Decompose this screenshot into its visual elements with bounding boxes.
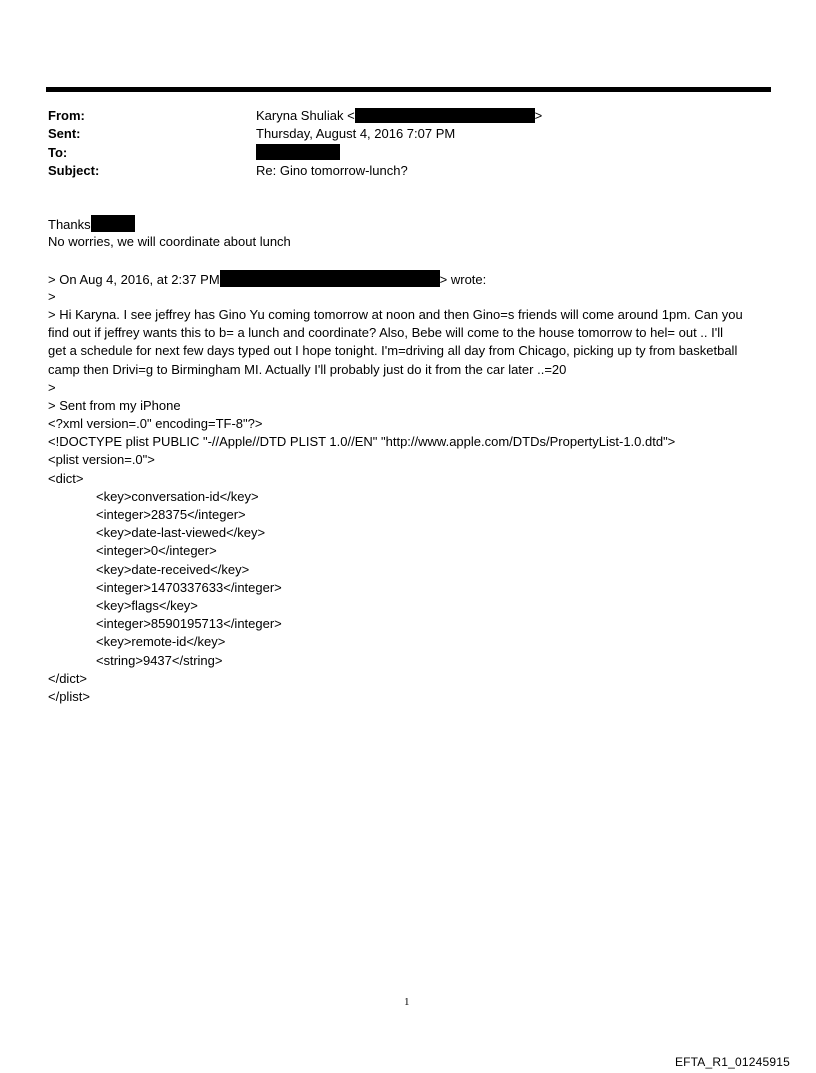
plist-line: <dict> <box>48 470 84 486</box>
plist-entry: <integer>8590195713</integer> <box>96 616 282 632</box>
from-name: Karyna Shuliak <box>256 108 344 123</box>
quote-line: camp then Drivi=g to Birmingham MI. Actually I'll probably just do it from the car later ..=20 <box>48 361 567 377</box>
quote-header: > On Aug 4, 2016, at 2:37 PM > wrote: <box>48 271 487 287</box>
plist-line: <?xml version=.0" encoding=TF-8"?> <box>48 416 263 432</box>
plist-entry: <string>9437</string> <box>96 652 223 668</box>
plist-line: </plist> <box>48 688 90 704</box>
plist-entry: <integer>0</integer> <box>96 543 217 559</box>
page-number: 1 <box>404 996 410 1008</box>
message-body <box>48 215 773 706</box>
body-line: No worries, we will coordinate about lunch <box>48 234 291 250</box>
quote-line: > <box>48 379 56 395</box>
subject-value: Re: Gino tomorrow-lunch? <box>256 163 408 178</box>
header-rule <box>46 87 771 92</box>
plist-entry: <integer>28375</integer> <box>96 507 246 522</box>
from-value: Karyna Shuliak < > <box>256 108 543 123</box>
plist-entry: <key>date-last-viewed</key> <box>96 525 266 541</box>
redaction-block <box>355 108 535 123</box>
redaction-block <box>220 270 440 287</box>
plist-entry: <key>date-received</key> <box>96 561 250 577</box>
quote-line: get a schedule for next few days typed out I hope tonight. I'm=driving all day from Chicago, picking up ty from basketball <box>48 343 738 359</box>
quote-line: find out if jeffrey wants this to b= a lunch and coordinate? Also, Bebe will come to the house tomorrow to hel= out .. I'll <box>48 325 724 341</box>
document-id: EFTA_R1_01245915 <box>674 1055 790 1069</box>
quote-line: > <box>48 288 56 304</box>
to-label: To: <box>48 145 68 160</box>
plist-line: </dict> <box>48 670 88 686</box>
redaction-block <box>91 215 135 232</box>
plist-entry: <key>conversation-id</key> <box>96 488 259 504</box>
plist-entry: <integer>1470337633</integer> <box>96 579 282 595</box>
plist-entry: <key>remote-id</key> <box>96 634 226 650</box>
plist-line: <!DOCTYPE plist PUBLIC "-//Apple//DTD PLIST 1.0//EN" "http://www.apple.com/DTDs/PropertyList-1.0.dtd"> <box>48 434 676 450</box>
from-label: From: <box>48 108 85 123</box>
sent-value: Thursday, August 4, 2016 7:07 PM <box>256 126 456 141</box>
sent-label: Sent: <box>48 126 81 141</box>
plist-entry: <key>flags</key> <box>96 597 198 613</box>
redaction-block <box>256 144 340 160</box>
plist-line: <plist version=.0"> <box>48 452 155 468</box>
quote-line: > Sent from my iPhone <box>48 397 181 413</box>
thanks-line: Thanks <box>48 215 773 233</box>
quote-line: > Hi Karyna. I see jeffrey has Gino Yu coming tomorrow at noon and then Gino=s friends will come around 1pm. Can you <box>48 306 743 322</box>
to-value <box>256 144 340 162</box>
subject-label: Subject: <box>48 163 100 178</box>
